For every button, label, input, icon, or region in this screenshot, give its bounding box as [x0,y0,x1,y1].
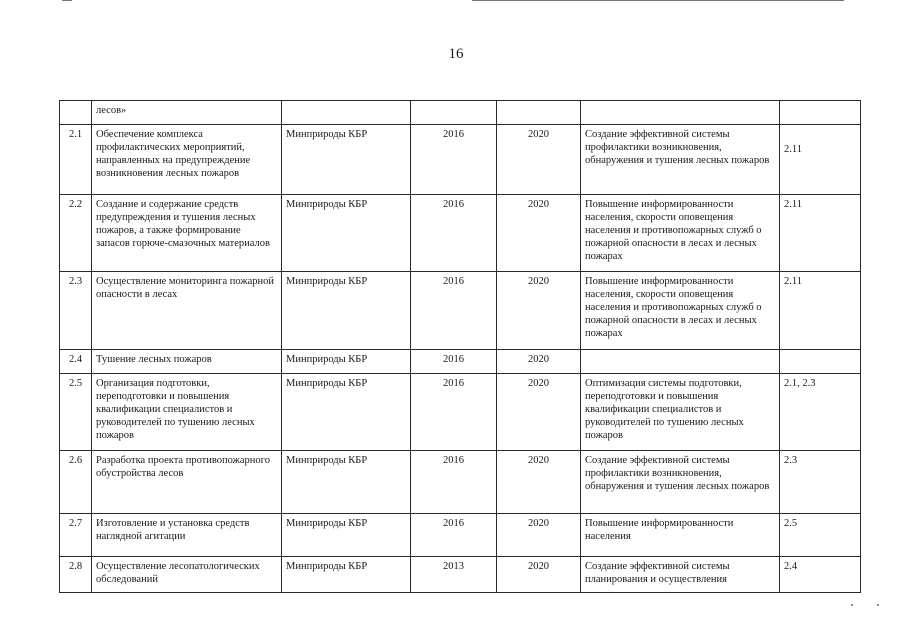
indicator-link: 2.11 [780,272,861,350]
measure-name: Разработка проекта противопожарного обустройства лесов [92,451,282,514]
expected-result: Создание эффективной системы профилактики возникновения, обнаружения и тушения лесных пожаров [581,451,780,514]
start-year: 2016 [411,125,497,195]
scan-artifact-left [62,0,72,1]
expected-result: Создание эффективной системы планирования и осуществления [581,557,780,593]
end-year: 2020 [497,557,581,593]
end-year: 2020 [497,514,581,557]
start-year: 2016 [411,374,497,451]
table-row [60,272,861,350]
executor: Минприроды КБР [282,557,411,593]
indicator-link: 2.4 [780,557,861,593]
indicator-link: 2.5 [780,514,861,557]
measure-name: Изготовление и установка средств наглядной агитации [92,514,282,557]
table-row [60,125,861,195]
end-year: 2020 [497,125,581,195]
end-year: 2020 [497,195,581,272]
table-row [60,514,861,557]
executor: Минприроды КБР [282,125,411,195]
scan-speck [877,604,879,606]
row-number: 2.2 [60,195,92,272]
start-year: 2016 [411,272,497,350]
measures-table [59,100,861,593]
indicator-link: 2.1, 2.3 [780,374,861,451]
table-row [60,451,861,514]
executor: Минприроды КБР [282,451,411,514]
start-year: 2016 [411,451,497,514]
start-year: 2016 [411,195,497,272]
measure-name: лесов» [92,101,282,125]
table-row [60,101,861,125]
executor [282,101,411,125]
indicator-link [780,101,861,125]
executor: Минприроды КБР [282,514,411,557]
executor: Минприроды КБР [282,374,411,451]
indicator-link: 2.11 [780,125,861,195]
page-number: 16 [448,46,464,62]
measure-name: Организация подготовки, переподготовки и повышения квалификации специалистов и руководителей по тушению лесных пожаров [92,374,282,451]
row-number: 2.8 [60,557,92,593]
measure-name: Обеспечение комплекса профилактических мероприятий, направленных на предупреждение возникновения лесных пожаров [92,125,282,195]
row-number: 2.3 [60,272,92,350]
row-number: 2.5 [60,374,92,451]
start-year: 2016 [411,350,497,374]
executor: Минприроды КБР [282,272,411,350]
start-year: 2013 [411,557,497,593]
end-year: 2020 [497,451,581,514]
executor: Минприроды КБР [282,350,411,374]
end-year: 2020 [497,272,581,350]
table-row [60,350,861,374]
expected-result: Создание эффективной системы профилактики возникновения, обнаружения и тушения лесных пожаров [581,125,780,195]
expected-result: Повышение информированности населения [581,514,780,557]
expected-result: Повышение информированности населения, скорости оповещения населения и противопожарных служб о пожарной опасности в лесах и лесных пожарах [581,195,780,272]
measure-name: Тушение лесных пожаров [92,350,282,374]
table-row [60,374,861,451]
end-year [497,101,581,125]
measure-name: Осуществление лесопатологических обследований [92,557,282,593]
start-year: 2016 [411,514,497,557]
indicator-link: 2.11 [780,195,861,272]
end-year: 2020 [497,374,581,451]
row-number: 2.1 [60,125,92,195]
row-number: 2.4 [60,350,92,374]
row-number [60,101,92,125]
executor: Минприроды КБР [282,195,411,272]
end-year: 2020 [497,350,581,374]
expected-result [581,101,780,125]
row-number: 2.6 [60,451,92,514]
start-year [411,101,497,125]
scan-speck [851,604,853,606]
expected-result: Оптимизация системы подготовки, переподготовки и повышения квалификации специалистов и руководителей по тушению лесных пожаров [581,374,780,451]
row-number: 2.7 [60,514,92,557]
measure-name: Создание и содержание средств предупреждения и тушения лесных пожаров, а также формирование запасов горюче-смазочных материалов [92,195,282,272]
measure-name: Осуществление мониторинга пожарной опасности в лесах [92,272,282,350]
indicator-link: 2.3 [780,451,861,514]
table-row [60,195,861,272]
expected-result [581,350,780,374]
expected-result: Повышение информированности населения, скорости оповещения населения и противопожарных служб о пожарной опасности в лесах и лесных пожарах [581,272,780,350]
indicator-link [780,350,861,374]
table-row [60,557,861,593]
scan-artifact-right [472,0,844,1]
